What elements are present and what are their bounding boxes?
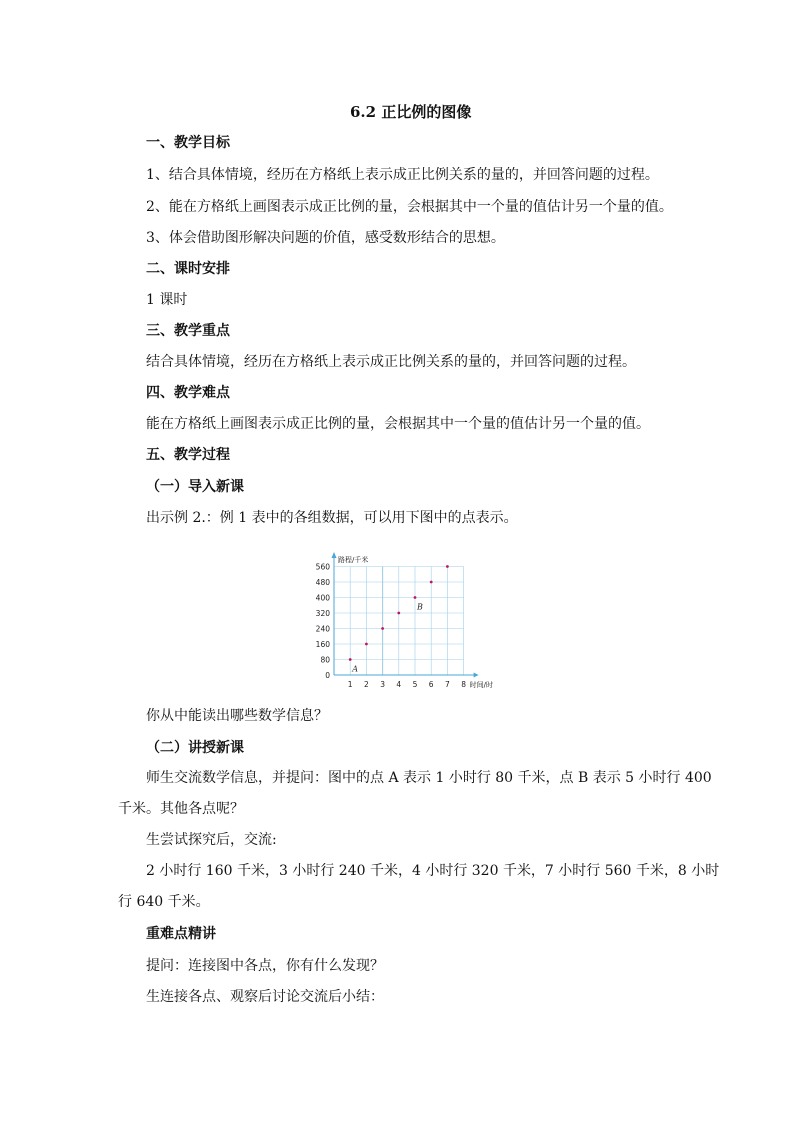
x-tick-label: 8 (461, 680, 466, 689)
data-point (446, 565, 449, 568)
data-point (349, 658, 352, 661)
chart-svg (312, 550, 512, 692)
schedule-text: 1 课时 (146, 292, 188, 308)
data-point (414, 596, 417, 599)
x-tick-label: 2 (364, 680, 369, 689)
x-tick-label: 6 (428, 680, 434, 689)
heading-objectives: 一、教学目标 (146, 135, 230, 151)
point-label: A (352, 664, 358, 674)
page-title: 6.2 正比例的图像 (350, 103, 472, 121)
paragraph-3-line-2: 行 640 千米。 (118, 894, 210, 910)
x-tick-label: 5 (412, 680, 418, 689)
x-tick-label: 7 (445, 680, 450, 689)
y-tick-label: 400 (315, 593, 330, 603)
proportion-chart (312, 550, 512, 692)
y-tick-label: 80 (320, 655, 330, 665)
intro-text: 出示例 2.：例 1 表中的各组数据，可以用下图中的点表示。 (146, 510, 518, 526)
data-point (365, 643, 368, 646)
paragraph-3-line-1: 2 小时行 160 千米，3 小时行 240 千米，4 小时行 320 千米，7 小时行 560 千米，8 小时 (146, 863, 720, 879)
heading-key-points: 三、教学重点 (146, 323, 230, 339)
y-tick-label: 480 (315, 578, 330, 587)
y-tick-label: 160 (315, 640, 330, 649)
heading-process: 五、教学过程 (146, 447, 230, 463)
x-tick-label: 3 (380, 680, 385, 689)
paragraph-1-line-1: 师生交流数学信息，并提问：图中的点 A 表示 1 小时行 80 千米，点 B 表示 5 小时行 400 (146, 770, 712, 786)
objective-3: 3、体会借助图形解决问题的价值，感受数形结合的思想。 (146, 230, 505, 246)
paragraph-4: 提问：连接图中各点，你有什么发现？ (146, 958, 384, 974)
objective-2: 2、能在方格纸上画图表示成正比例的量，会根据其中一个量的值估计另一个量的值。 (146, 199, 673, 215)
question-text: 你从中能读出哪些数学信息？ (146, 708, 328, 724)
y-tick-label: 0 (325, 671, 330, 680)
point-label: B (417, 602, 423, 612)
y-axis-label: 路程/千米 (338, 556, 369, 564)
x-axis-label: 时间/时 (469, 681, 493, 689)
data-point (430, 581, 433, 584)
objective-1: 1、结合具体情境，经历在方格纸上表示成正比例关系的量的，并回答问题的过程。 (146, 167, 659, 183)
heading-key-explanation: 重难点精讲 (146, 926, 216, 942)
x-tick-label: 1 (347, 680, 353, 689)
x-tick-label: 4 (396, 680, 402, 689)
paragraph-1-line-2: 千米。其他各点呢？ (118, 801, 244, 817)
key-points-text: 结合具体情境，经历在方格纸上表示成正比例关系的量的，并回答问题的过程。 (146, 354, 636, 370)
y-axis-arrow (332, 552, 337, 558)
y-tick-label: 240 (315, 624, 330, 634)
x-axis-arrow (474, 673, 479, 678)
heading-intro: （一）导入新课 (146, 479, 244, 495)
paragraph-2: 生尝试探究后，交流: (146, 832, 277, 848)
difficulties-text: 能在方格纸上画图表示成正比例的量，会根据其中一个量的值估计另一个量的值。 (146, 416, 650, 432)
data-point (397, 612, 400, 615)
heading-new-lesson: （二）讲授新课 (146, 740, 244, 756)
y-tick-label: 560 (315, 562, 330, 572)
y-tick-label: 320 (315, 609, 330, 618)
heading-schedule: 二、课时安排 (146, 261, 230, 277)
data-point (381, 627, 384, 630)
paragraph-5: 生连接各点、观察后讨论交流后小结： (146, 989, 384, 1005)
heading-difficulties: 四、教学难点 (146, 385, 230, 401)
